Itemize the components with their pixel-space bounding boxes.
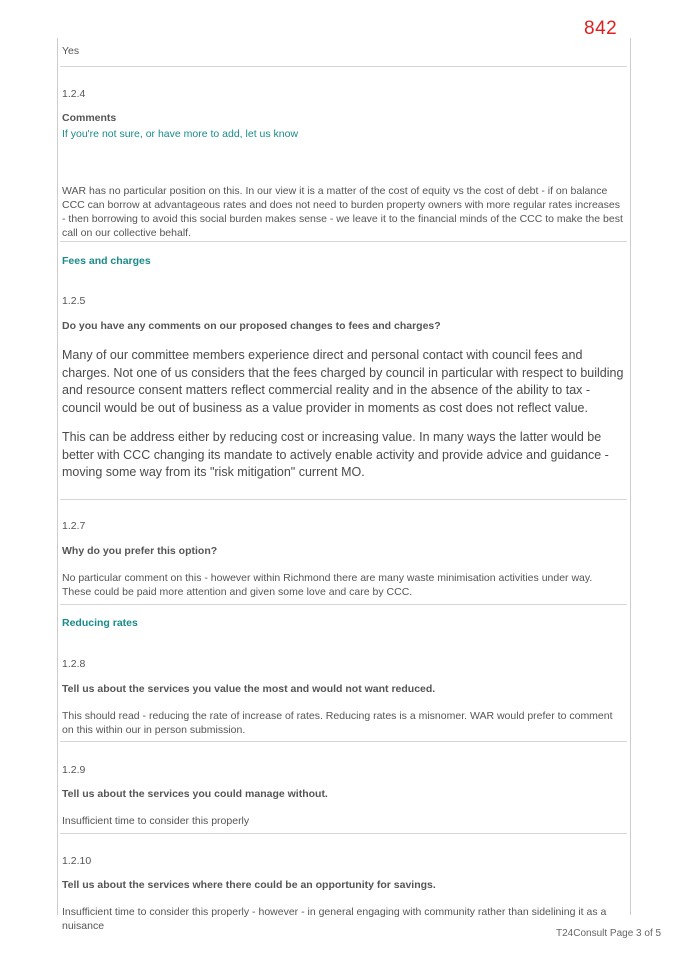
divider [60,499,627,500]
page-number: 842 [584,18,618,39]
answer-1-2-10: Insufficient time to consider this properly - however - in general engaging with community rather than sidelining it as a nuisance [62,906,607,932]
question-label-comments: Comments [62,112,117,124]
answer-1-2-9: Insufficient time to consider this properly [62,815,250,827]
answer-1-2-7: No particular comment on this - however within Richmond there are many waste minimisation activities under way. These could be paid more attention and given some love and care by CCC. [62,572,593,598]
divider [60,741,627,742]
answer-yes: Yes [62,45,80,57]
section-heading-reducing-rates: Reducing rates [62,617,138,629]
question-label-1-2-7: Why do you prefer this option? [62,545,218,557]
divider [60,833,627,834]
section-heading-fees-and-charges: Fees and charges [62,255,151,267]
question-number-1-2-8: 1.2.8 [62,658,86,670]
question-label-1-2-9: Tell us about the services you could manage without. [62,788,328,800]
question-label-1-2-5: Do you have any comments on our proposed changes to fees and charges? [62,320,441,332]
question-number-1-2-5: 1.2.5 [62,295,86,307]
answer-1-2-4: WAR has no particular position on this. In our view it is a matter of the cost of equity vs the cost of debt - if on balance CCC can borrow at advantageous rates and does not need to burden property owners with more regular rates increases - then borrowing to avoid this social burden makes sense - we leave it to the financial minds of the CCC to make the best call on our collective behalf. [62,185,623,239]
question-label-1-2-10: Tell us about the services where there could be an opportunity for savings. [62,879,436,891]
answer-1-2-8: This should read - reducing the rate of increase of rates. Reducing rates is a misnomer. WAR would prefer to comment on this within our in person submission. [62,710,613,736]
question-number-1-2-4: 1.2.4 [62,88,86,100]
question-hint: If you're not sure, or have more to add, let us know [62,128,299,140]
question-label-1-2-8: Tell us about the services you value the most and would not want reduced. [62,683,436,695]
question-number-1-2-7: 1.2.7 [62,520,86,532]
divider [60,66,627,67]
question-number-1-2-10: 1.2.10 [62,855,92,867]
question-number-1-2-9: 1.2.9 [62,764,86,776]
answer-1-2-5-paragraph-2: This can be address either by reducing cost or increasing value. In many ways the latter would be better with CCC changing its mandate to actively enable activity and provide advice and guidance - moving some way from its "risk mitigation" current MO. [62,430,609,479]
divider [60,604,627,605]
page-footer: T24Consult Page 3 of 5 [556,928,662,939]
answer-1-2-5-paragraph-1: Many of our committee members experience direct and personal contact with council fees and charges. Not one of us considers that the fees charged by council in particular with respect to building and resource consent matters reflect commercial reality and in the absence of the ability to tax - council would be out of business as a value provider in moments as cost does not reflect value. [62,348,624,415]
divider [60,241,627,242]
